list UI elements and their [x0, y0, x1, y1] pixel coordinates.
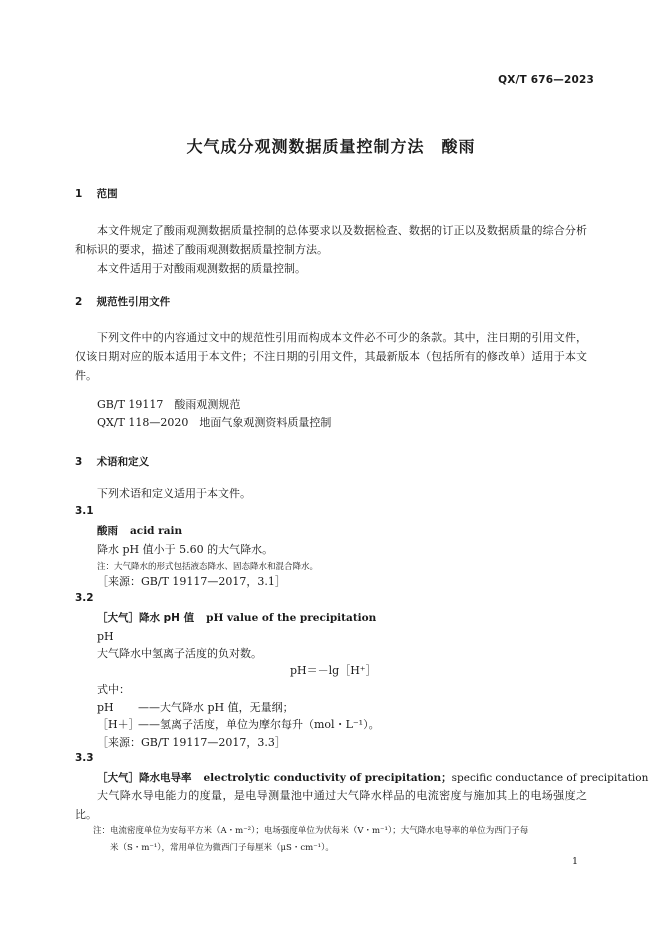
clause-number: 3.3	[75, 752, 94, 764]
term-definition: 降水 pH 值小于 5.60 的大气降水。	[97, 543, 274, 556]
paragraph: 本文件规定了酸雨观测数据质量控制的总体要求以及数据检查、数据的订正以及数据质量的综合分析和标识的要求，描述了酸雨观测数据质量控制方法。	[75, 224, 587, 256]
section-number: 3	[75, 456, 83, 468]
page-number: 1	[571, 856, 578, 867]
section-1-body	[75, 221, 587, 278]
term-chinese: 酸雨	[97, 525, 118, 537]
term-note: 注：大气降水的形式包括液态降水、固态降水和混合降水。	[97, 562, 319, 572]
term-source: ［来源：GB/T 19117—2017，3.1］	[97, 575, 286, 588]
section-2-body	[75, 328, 587, 385]
paragraph: 下列文件中的内容通过文中的规范性引用而构成本文件必不可少的条款。其中，注日期的引用文件，仅该日期对应的版本适用于本文件；不注日期的引用文件，其最新版本（包括所有的修改单）适用于本文件。	[75, 331, 587, 382]
variable-description: ——大气降水 pH 值，无量纲；	[138, 701, 294, 714]
section-title: 范围	[96, 188, 118, 200]
section-number: 2	[75, 296, 83, 308]
term-english: acid rain	[130, 525, 183, 537]
document-title: 大气成分观测数据质量控制方法 酸雨	[186, 137, 476, 156]
term-definition-block	[75, 786, 587, 824]
normative-reference: QX/T 118—2020 地面气象观测资料质量控制	[97, 416, 332, 429]
term-note: 注：电流密度单位为安每平方米（A・m⁻²）；电场强度单位为伏每米（V・m⁻¹）；大气降水电导率的单位为西门子每	[93, 826, 529, 836]
term-definition: 大气降水中氢离子活度的负对数。	[97, 647, 262, 660]
term-alternative: specific conductance of precipitation	[451, 772, 649, 784]
section-3-heading	[75, 454, 149, 469]
term-heading	[97, 523, 182, 538]
section-2-heading	[75, 294, 170, 309]
term-chinese: ［大气］降水 pH 值	[97, 612, 195, 624]
variable-description: ——氢离子活度，单位为摩尔每升（mol・L⁻¹）。	[138, 718, 380, 731]
term-english: electrolytic conductivity of precipitation；	[203, 772, 452, 784]
paragraph: 本文件适用于对酸雨观测数据的质量控制。	[97, 262, 306, 275]
variable-symbol: pH	[97, 701, 114, 714]
clause-number: 3.1	[75, 505, 94, 517]
term-source: ［来源：GB/T 19117—2017，3.3］	[97, 736, 286, 749]
term-symbol: pH	[97, 630, 114, 643]
clause-number: 3.2	[75, 592, 94, 604]
section-1-heading	[75, 186, 118, 201]
section-title: 规范性引用文件	[96, 296, 171, 308]
term-heading	[97, 610, 376, 625]
section-number: 1	[75, 188, 83, 200]
term-definition: 大气降水导电能力的度量，是电导测量池中通过大气降水样品的电流密度与施加其上的电场强度之比。	[75, 789, 587, 821]
term-english: pH value of the precipitation	[206, 612, 377, 624]
variable-symbol: ［H＋］	[97, 718, 140, 731]
formula: pH＝－lg［H⁺］	[290, 664, 377, 677]
term-chinese: ［大气］降水电导率	[97, 772, 192, 784]
term-note-continued: 米（S・m⁻¹），常用单位为微西门子每厘米（μS・cm⁻¹）。	[110, 843, 334, 853]
standard-code: QX/T 676—2023	[498, 74, 594, 86]
section-title: 术语和定义	[96, 456, 150, 468]
formula-where-label: 式中：	[97, 683, 130, 696]
section-3-intro: 下列术语和定义适用于本文件。	[97, 487, 251, 500]
normative-reference: GB/T 19117 酸雨观测规范	[97, 398, 241, 411]
term-heading	[97, 770, 648, 785]
